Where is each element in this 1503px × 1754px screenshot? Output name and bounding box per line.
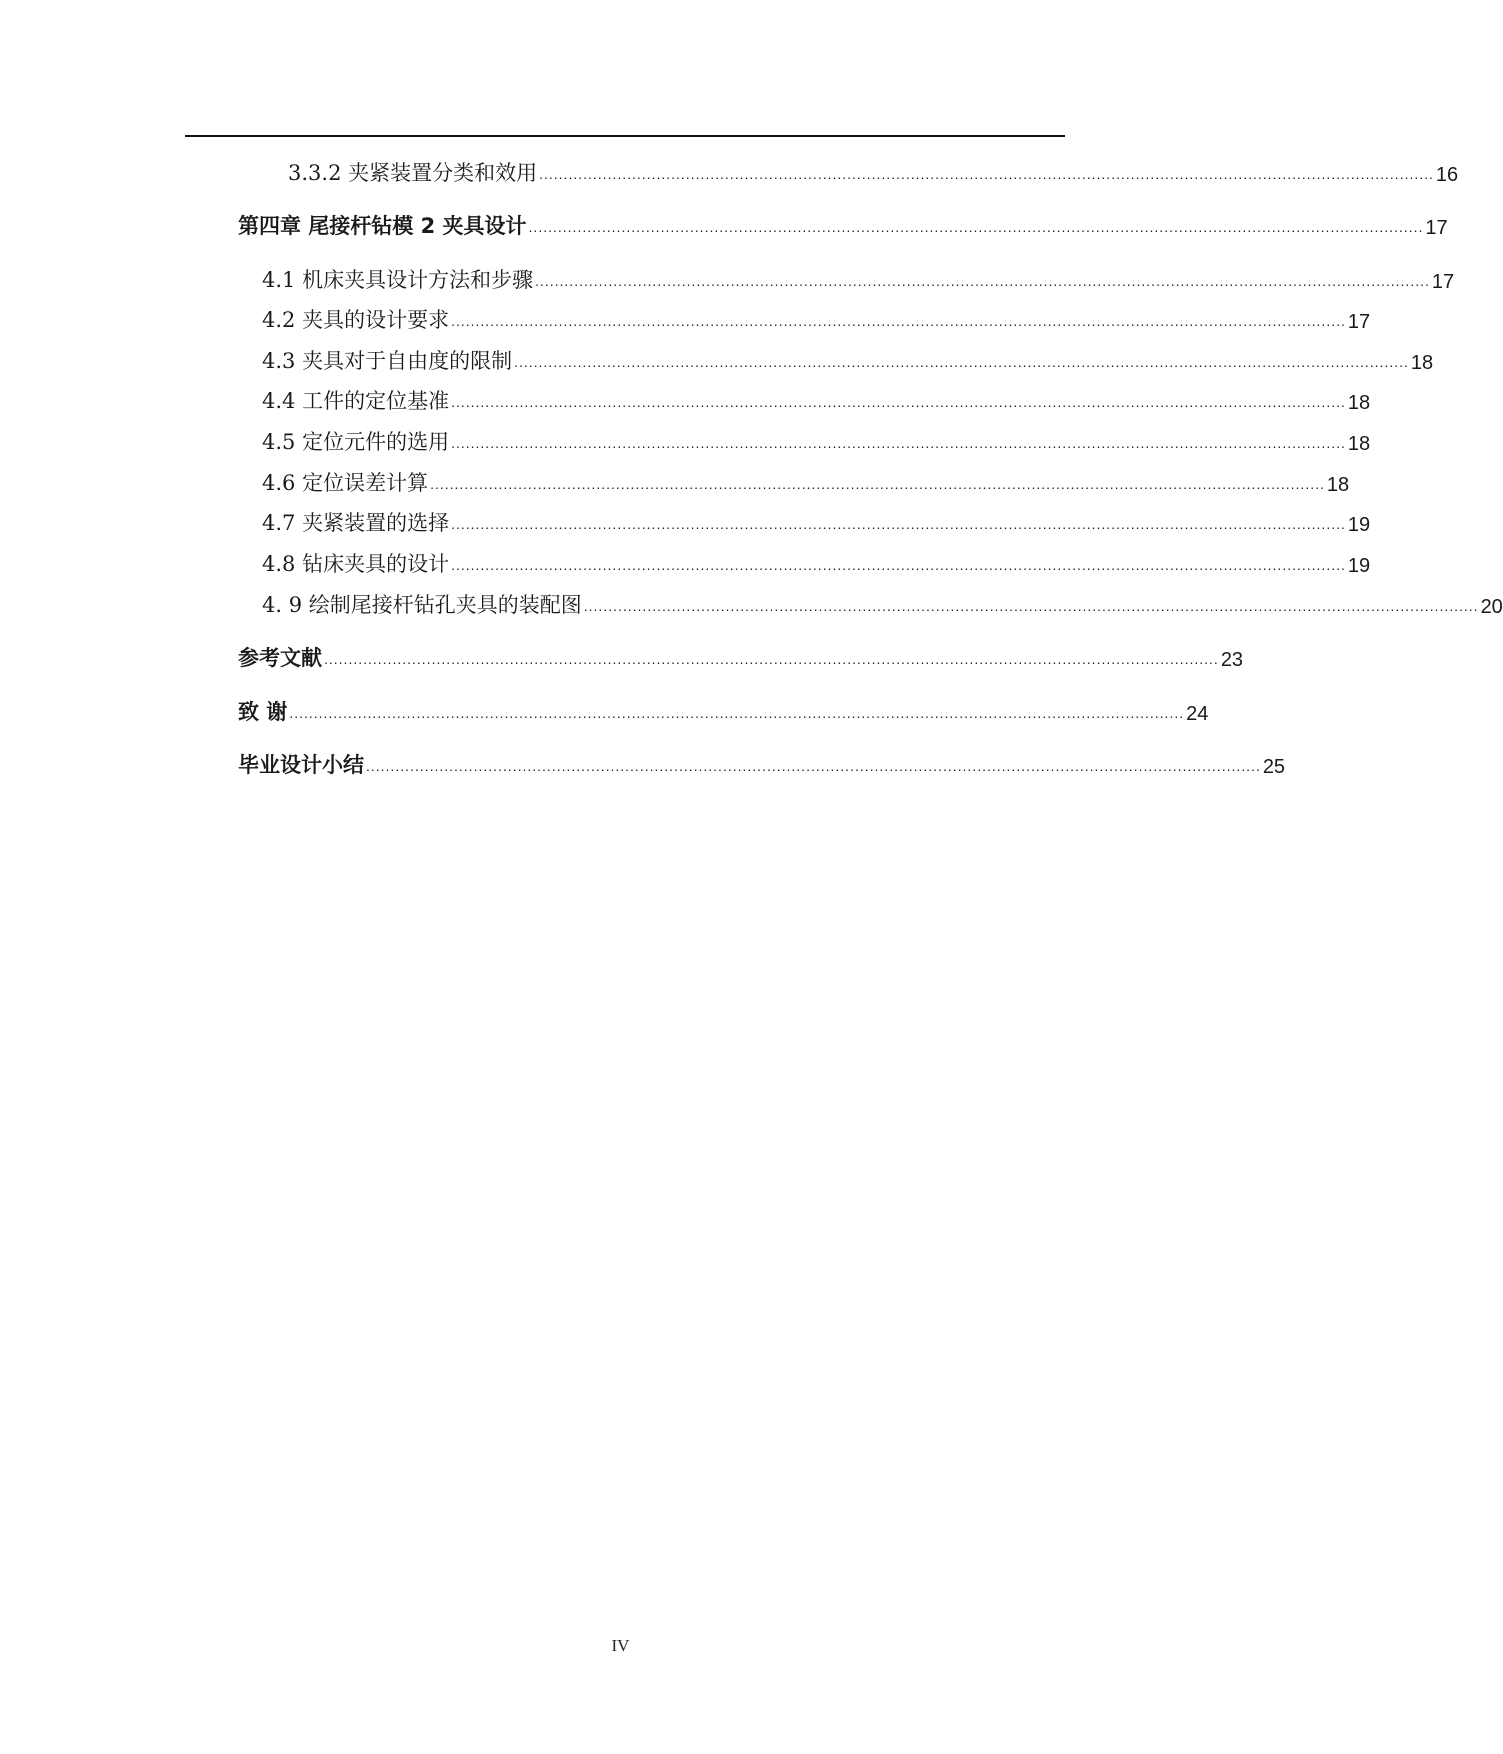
page-number: IV [611, 1636, 630, 1655]
dot-leader: ....................................................................................................................................................................................... [430, 476, 1325, 492]
toc-entry-label: 4.7 夹紧装置的选择 [262, 511, 450, 535]
toc-entry-label: 第四章 尾接杆钻模 2 夹具设计 [238, 214, 527, 238]
toc-entry-page: 20 [1480, 596, 1503, 618]
toc-entry-page: 24 [1186, 703, 1209, 725]
toc-entry-label: 4.4 工件的定位基准 [262, 389, 450, 413]
toc-entry-label: 参考文献 [238, 646, 322, 670]
toc-entry-label: 4.8 钻床夹具的设计 [262, 552, 450, 576]
toc-entry-page: 17 [1347, 311, 1371, 333]
toc-entry-label: 4.6 定位误差计算 [262, 471, 429, 495]
toc-entry-label: 致 谢 [238, 700, 288, 724]
dot-leader: ....................................................................................................................................................................................... [451, 516, 1346, 532]
toc-entry-page: 18 [1347, 392, 1371, 414]
dot-leader: ....................................................................................................................................................................................... [324, 651, 1219, 667]
toc-entry-label: 4.3 夹具对于自由度的限制 [262, 349, 513, 373]
dot-leader: ....................................................................................................................................................................................... [535, 273, 1430, 289]
toc-entry[interactable] [262, 385, 1371, 415]
toc-entry[interactable] [238, 696, 1209, 726]
toc-entry[interactable] [262, 345, 1434, 375]
dot-leader: ....................................................................................................................................................................................... [451, 394, 1346, 410]
toc-entry-page: 25 [1262, 756, 1286, 778]
toc-entry[interactable] [262, 507, 1371, 537]
dot-leader: ....................................................................................................................................................................................... [583, 598, 1479, 614]
toc-entry-label: 4.5 定位元件的选用 [262, 430, 450, 454]
toc-entry[interactable] [262, 548, 1371, 578]
toc-entry-page: 17 [1431, 271, 1455, 293]
toc-entry[interactable] [262, 589, 1503, 619]
toc-entry-page: 18 [1410, 352, 1434, 374]
toc-entry-page: 19 [1347, 555, 1371, 577]
dot-leader: ....................................................................................................................................................................................... [514, 354, 1409, 370]
dot-leader: ....................................................................................................................................................................................... [451, 435, 1346, 451]
toc-entry[interactable] [262, 264, 1455, 294]
toc-entry-page: 16 [1435, 164, 1459, 186]
toc-entry[interactable] [288, 157, 1459, 187]
toc-entry-label: 毕业设计小结 [238, 753, 364, 777]
dot-leader: ....................................................................................................................................................................................... [528, 219, 1424, 235]
toc-entry[interactable] [262, 467, 1350, 497]
header-rule [185, 135, 1065, 137]
toc-entry[interactable] [238, 749, 1286, 779]
toc-entry-page: 18 [1326, 474, 1350, 496]
toc-entry-label: 3.3.2 夹紧装置分类和效用 [288, 161, 538, 185]
dot-leader: ....................................................................................................................................................................................... [289, 705, 1185, 721]
dot-leader: ....................................................................................................................................................................................... [451, 557, 1346, 573]
dot-leader: ....................................................................................................................................................................................... [539, 166, 1434, 182]
dot-leader: ....................................................................................................................................................................................... [451, 313, 1346, 329]
toc-entry-page: 18 [1347, 433, 1371, 455]
toc-entry-label: 4. 9 绘制尾接杆钻孔夹具的装配图 [262, 593, 582, 617]
toc-entry[interactable] [262, 426, 1371, 456]
toc-entry[interactable] [238, 642, 1244, 672]
toc-entry[interactable] [238, 210, 1448, 240]
toc-entry-label: 4.2 夹具的设计要求 [262, 308, 450, 332]
dot-leader: ....................................................................................................................................................................................... [366, 758, 1261, 774]
toc-entry-label: 4.1 机床夹具设计方法和步骤 [262, 268, 534, 292]
toc-entry[interactable] [262, 304, 1371, 334]
toc-entry-page: 23 [1220, 649, 1244, 671]
toc-entry-page: 17 [1425, 217, 1448, 239]
toc-entry-page: 19 [1347, 514, 1371, 536]
